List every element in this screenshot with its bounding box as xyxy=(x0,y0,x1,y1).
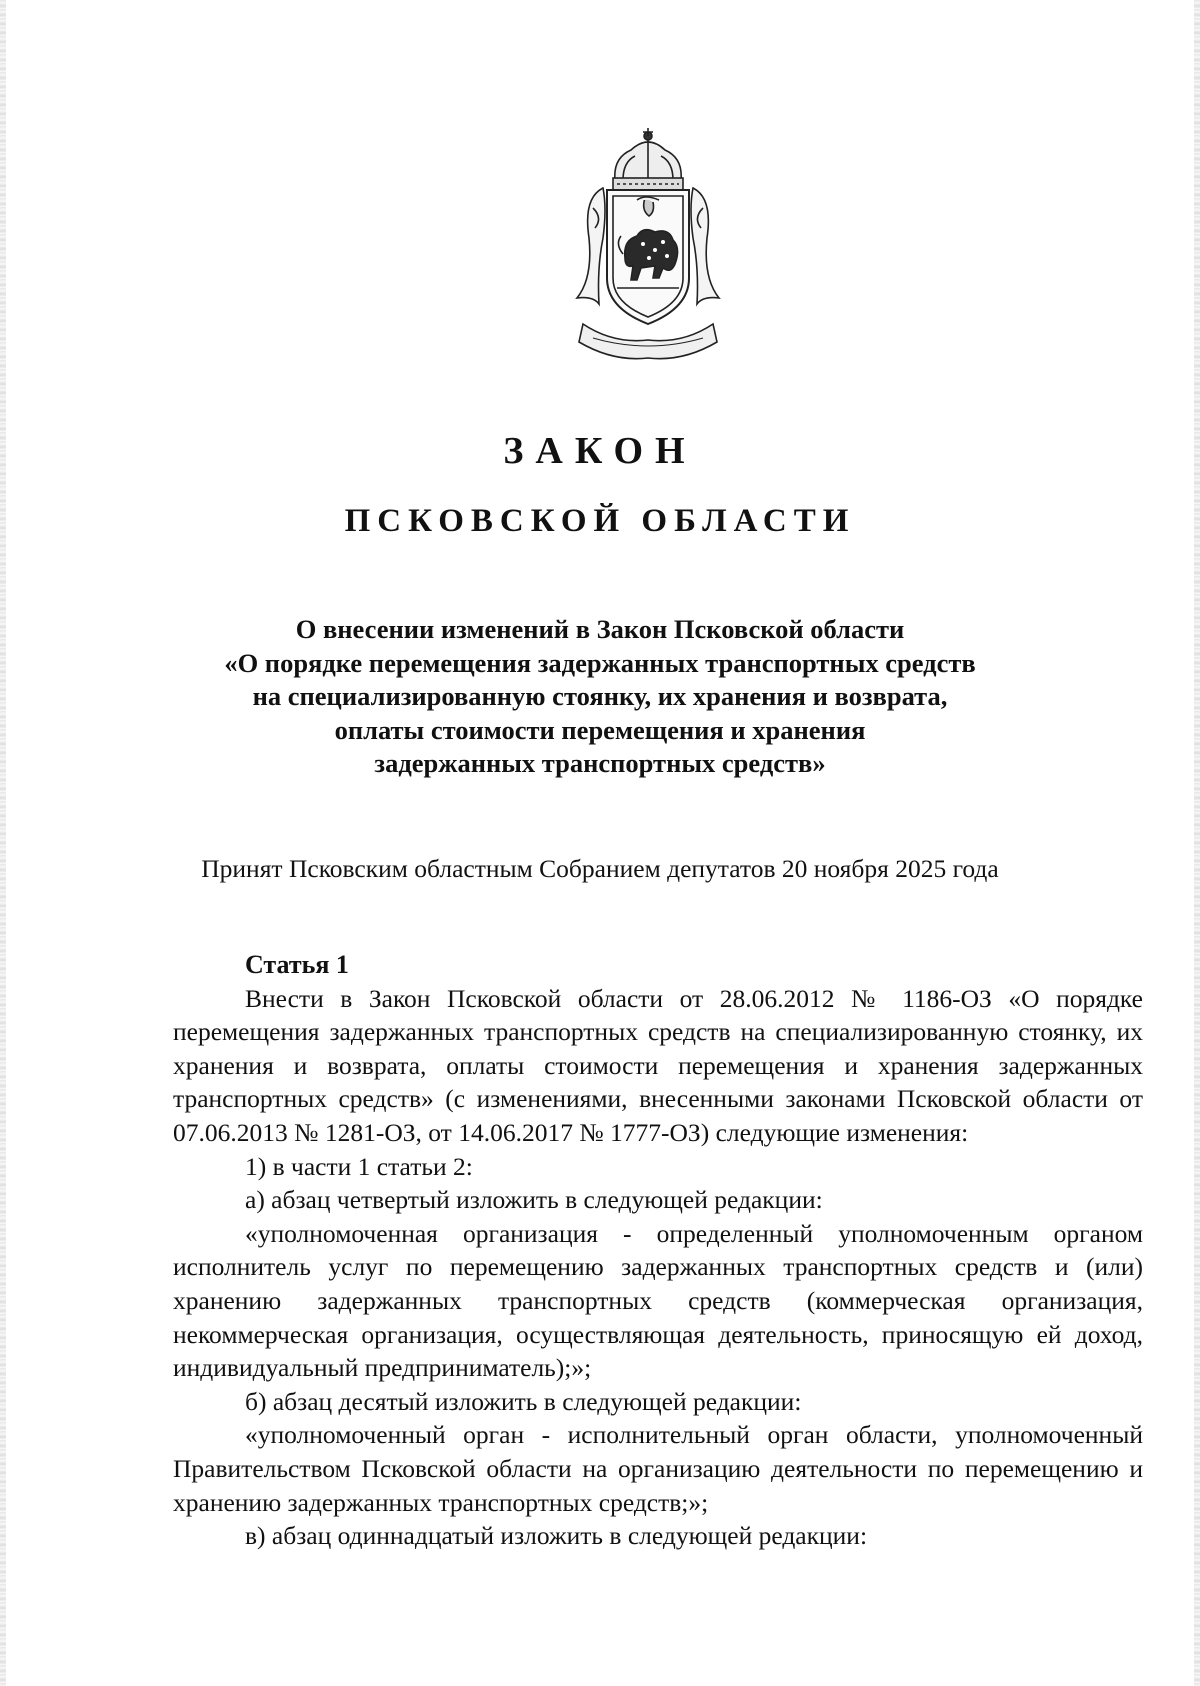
quoted-definition: «уполномоченная организация - определенный уполномоченным органом исполнитель услуг по перемещению задержанных транспортных средств и (или) хранению задержанных транспортных средств (коммерческая организация, некоммерческая организация, осуществляющая деятельность, приносящую ей доход, индивидуальный предприниматель);»; xyxy=(173,1218,1143,1383)
scan-edge-left xyxy=(0,0,6,1686)
coat-of-arms-emblem xyxy=(563,128,733,368)
law-title-line: «О порядке перемещения задержанных транспортных средств xyxy=(224,647,976,678)
article-subitem: в) абзац одиннадцатый изложить в следующей редакции: xyxy=(245,1521,868,1551)
article-intro-paragraph: Внести в Закон Псковской области от 28.06.2012 № 1186-ОЗ «О порядке перемещения задержанных транспортных средств на специализированную стоянку, их хранения и возврата, оплаты стоимости перемещения и хранения задержанных транспортных средств» (с изменениями, внесенными законами Псковской области от 07.06.2013 № 1281-ОЗ, от 14.06.2017 № 1777-ОЗ) следующие изменения: xyxy=(173,983,1143,1147)
article-title: Статья 1 xyxy=(245,950,349,979)
document-type-heading: ЗАКОН xyxy=(503,430,697,472)
scan-edge-right xyxy=(1194,0,1200,1686)
law-title-line: оплаты стоимости перемещения и хранения xyxy=(334,714,866,745)
law-title xyxy=(160,613,1040,781)
article-subitem: б) абзац десятый изложить в следующей редакции: xyxy=(245,1386,802,1416)
law-title-line: на специализированную стоянку, их хранения и возврата, xyxy=(252,681,948,712)
article-body xyxy=(173,948,1143,1553)
quoted-definition: «уполномоченный орган - исполнительный орган области, уполномоченный Правительством Псковской области на организацию деятельности по перемещению и хранению задержанных транспортных средств;»; xyxy=(173,1420,1143,1517)
law-title-line: задержанных транспортных средств» xyxy=(374,748,826,779)
article-subitem: а) абзац четвертый изложить в следующей редакции: xyxy=(245,1185,823,1215)
law-title-line: О внесении изменений в Закон Псковской области xyxy=(295,614,905,644)
article-item: 1) в части 1 статьи 2: xyxy=(245,1151,473,1181)
region-heading: ПСКОВСКОЙ ОБЛАСТИ xyxy=(344,503,856,539)
adoption-statement: Принят Псковским областным Собранием депутатов 20 ноября 2025 года xyxy=(201,854,999,883)
